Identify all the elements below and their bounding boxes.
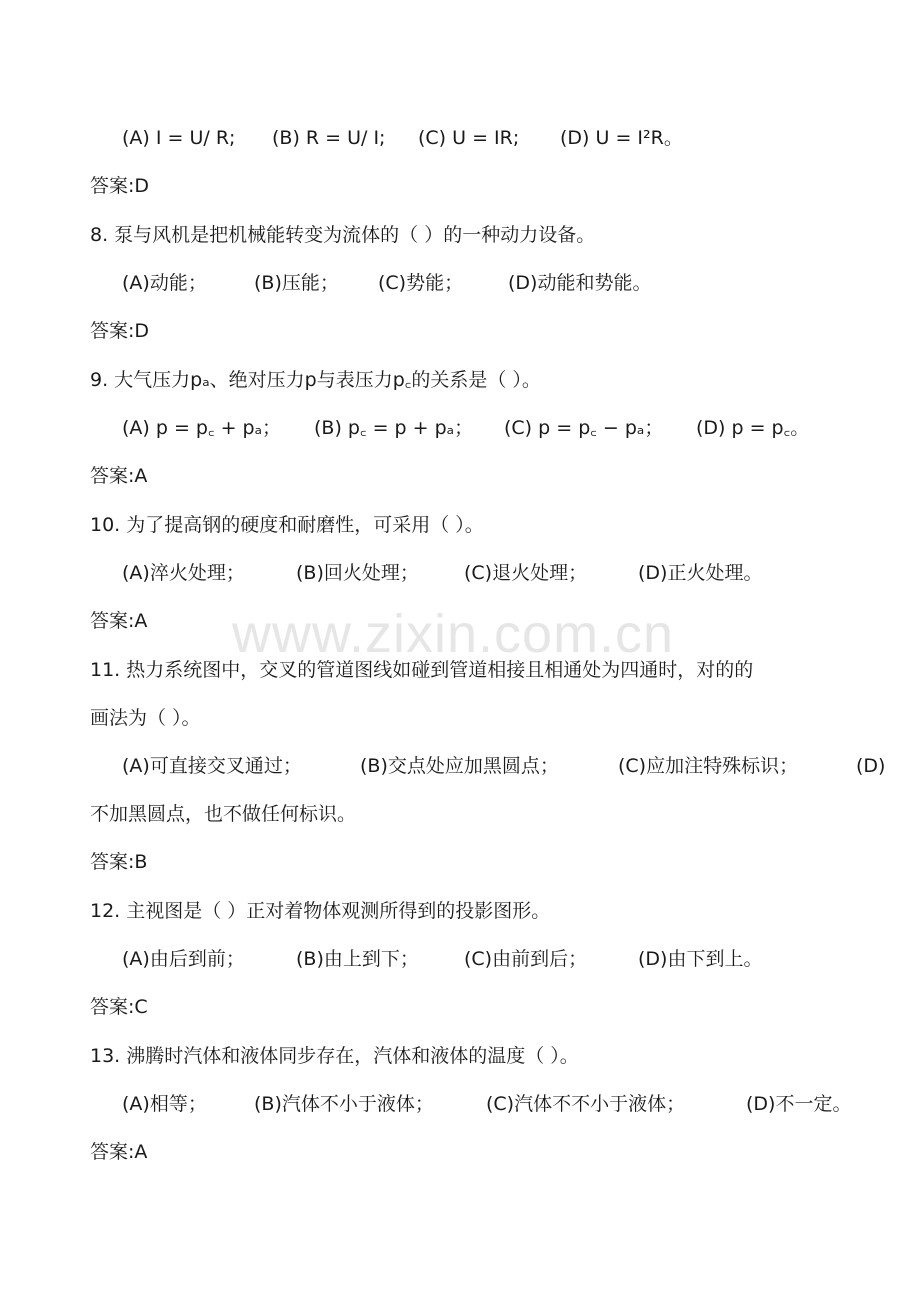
option-d: (D)由下到上。 xyxy=(638,948,763,970)
option-c: (C)由前到后； xyxy=(464,948,588,970)
q13-answer: 答案:A xyxy=(90,1141,148,1163)
option-a: (A) I = U/ R; xyxy=(122,127,236,149)
option-c: (C)汽体不不小于液体； xyxy=(486,1093,686,1115)
option-d: (D) U = I²R。 xyxy=(560,127,683,149)
option-b: (B)压能； xyxy=(254,272,339,294)
q12-question: 12. 主视图是（ ）正对着物体观测所得到的投影图形。 xyxy=(90,900,551,922)
option-b: (B) p꜀ = p + pₐ； xyxy=(314,417,474,439)
option-b: (B)由上到下； xyxy=(296,948,419,970)
option-d: (D) xyxy=(856,755,886,777)
option-b: (B) R = U/ I; xyxy=(272,127,386,149)
option-c: (C) p = p꜀ − pₐ； xyxy=(504,417,664,439)
q11-question-line-1: 11. 热力系统图中，交叉的管道图线如碰到管道相接且相通处为四通时，对的的 xyxy=(90,659,754,681)
option-a: (A)淬火处理； xyxy=(122,562,245,584)
q7-answer: 答案:D xyxy=(90,175,150,197)
q9-question: 9. 大气压力pₐ、绝对压力p与表压力p꜀的关系是（ ）。 xyxy=(90,369,541,391)
q11-question-line-2: 画法为（ ）。 xyxy=(90,707,201,729)
option-c: (C)退火处理； xyxy=(464,562,588,584)
option-c: (C)应加注特殊标识； xyxy=(618,755,799,777)
q9-answer: 答案:A xyxy=(90,465,148,487)
option-b: (B)交点处应加黑圆点； xyxy=(360,755,559,777)
option-a: (A)由后到前； xyxy=(122,948,245,970)
option-d: (D)不一定。 xyxy=(746,1093,852,1115)
q12-answer: 答案:C xyxy=(90,996,148,1018)
option-d: (D)正火处理。 xyxy=(638,562,763,584)
watermark: www.zixin.com.cn xyxy=(232,604,675,664)
option-c: (C)势能； xyxy=(378,272,464,294)
option-d: (D)动能和势能。 xyxy=(508,272,652,294)
option-b: (B)汽体不小于液体； xyxy=(254,1093,434,1115)
q11-answer: 答案:B xyxy=(90,851,148,873)
option-a: (A)可直接交叉通过； xyxy=(122,755,302,777)
q10-question: 10. 为了提高钢的硬度和耐磨性，可采用（ ）。 xyxy=(90,514,484,536)
option-a: (A) p = p꜀ + pₐ； xyxy=(122,417,282,439)
option-d: (D) p = p꜀。 xyxy=(696,417,810,439)
q10-answer: 答案:A xyxy=(90,610,148,632)
q11-options-continued: 不加黑圆点，也不做任何标识。 xyxy=(90,803,357,825)
option-b: (B)回火处理； xyxy=(296,562,419,584)
option-c: (C) U = IR; xyxy=(418,127,520,149)
q8-answer: 答案:D xyxy=(90,320,150,342)
option-a: (A)相等； xyxy=(122,1093,207,1115)
option-a: (A)动能； xyxy=(122,272,207,294)
q13-question: 13. 沸腾时汽体和液体同步存在，汽体和液体的温度（ ）。 xyxy=(90,1045,579,1067)
q8-question: 8. 泵与风机是把机械能转变为流体的（ ）的一种动力设备。 xyxy=(90,224,596,246)
